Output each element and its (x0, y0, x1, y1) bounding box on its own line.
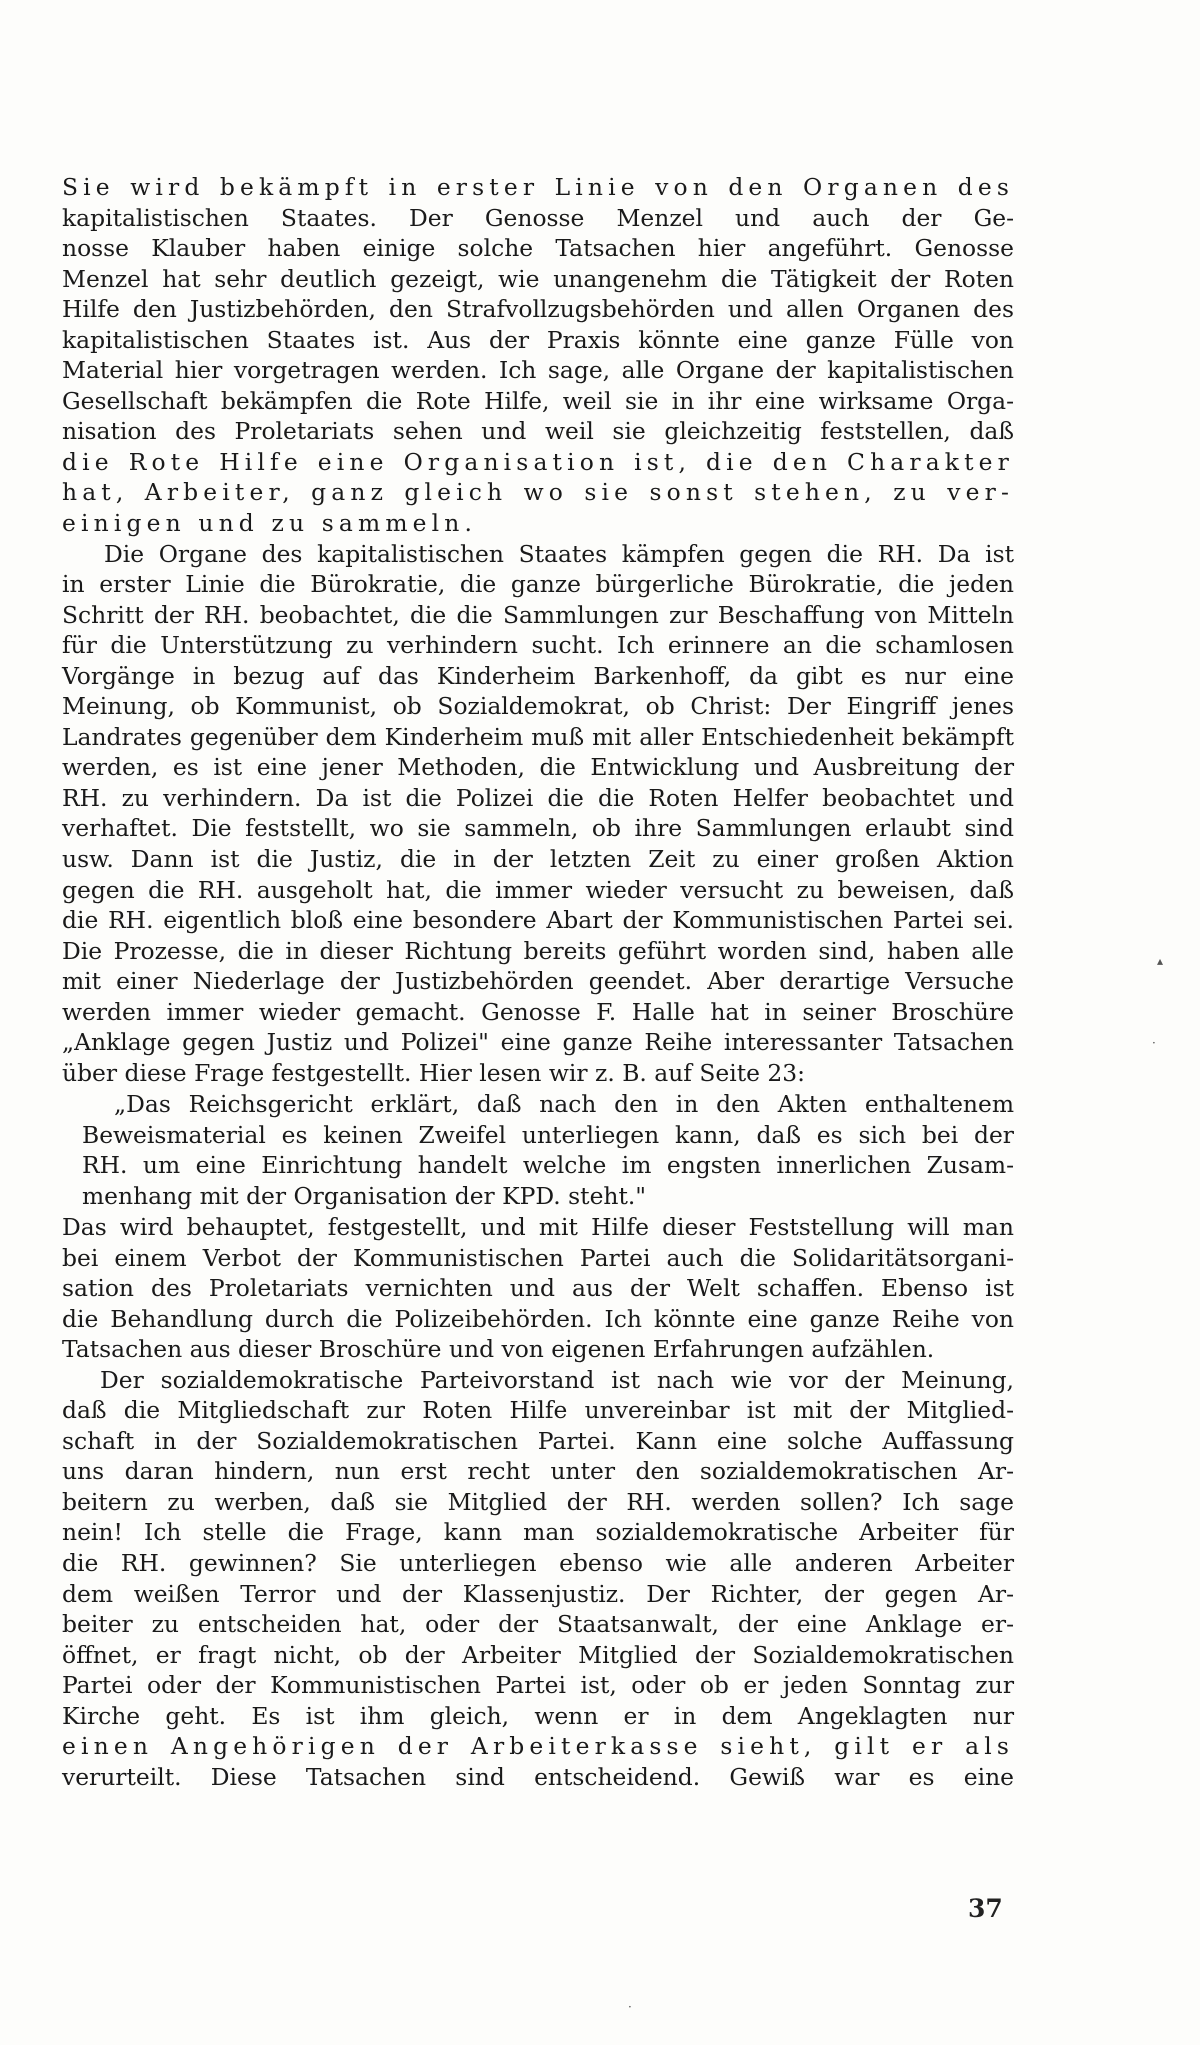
page-number: 37 (968, 1894, 1003, 1923)
text-line: „Anklage gegen Justiz und Polizei" eine ganze Reihe interessanter Tatsachen (62, 1028, 1014, 1057)
text-line: Vorgänge in bezug auf das Kinderheim Barkenhoff, da gibt es nur eine (62, 661, 1014, 690)
text-line: kapitalistischen Staates. Der Genosse Menzel und auch der Ge- (62, 203, 1014, 232)
text-line: uns daran hindern, nun erst recht unter den sozialdemokratischen Ar- (62, 1457, 1014, 1486)
text-line: über diese Frage festgestellt. Hier lesen wir z. B. auf Seite 23: (62, 1058, 806, 1087)
text-line: Sie wird bekämpft in erster Linie von den Organen des (62, 173, 1014, 201)
text-line: nisation des Proletariats sehen und weil sie gleichzeitig feststellen, daß (62, 417, 1014, 446)
text-line: beitern zu werben, daß sie Mitglied der RH. werden sollen? Ich sage (62, 1487, 1014, 1516)
text-line: verhaftet. Die feststellt, wo sie sammeln, ob ihre Sammlungen erlaubt sind (62, 814, 1014, 843)
text-line: einen Angehörigen der Arbeiterkasse sieht, gilt er als (62, 1732, 1014, 1761)
text-line: kapitalistischen Staates ist. Aus der Praxis könnte eine ganze Fülle von (62, 325, 1014, 354)
scan-speck: ▴ (1157, 954, 1164, 968)
text-line: Gesellschaft bekämpfen die Rote Hilfe, weil sie in ihr eine wirksame Orga- (62, 386, 1014, 415)
text-line: gegen die RH. ausgeholt hat, die immer wieder versucht zu beweisen, daß (62, 875, 1014, 904)
scan-speck: · (628, 2000, 632, 2014)
text-line: hat, Arbeiter, ganz gleich wo sie sonst stehen, zu ver- (62, 478, 1014, 507)
text-line: in erster Linie die Bürokratie, die ganze bürgerliche Bürokratie, die jeden (62, 570, 1014, 599)
quote-line: Beweismaterial es keinen Zweifel unterliegen kann, daß es sich bei der (82, 1120, 1014, 1149)
text-line: Material hier vorgetragen werden. Ich sage, alle Organe der kapitalistischen (62, 356, 1014, 385)
paragraph-3 (62, 1212, 1014, 1792)
text-line: bei einem Verbot der Kommunistischen Partei auch die Solidaritätsorgani- (62, 1243, 1014, 1272)
text-line: Kirche geht. Es ist ihm gleich, wenn er in dem Angeklagten nur (62, 1701, 1014, 1730)
text-line: öffnet, er fragt nicht, ob der Arbeiter Mitglied der Sozialdemokratischen (62, 1640, 1014, 1669)
text-line: RH. zu verhindern. Da ist die Polizei die die Roten Helfer beobachtet und (62, 783, 1014, 812)
text-line: Meinung, ob Kommunist, ob Sozialdemokrat, ob Christ: Der Eingriff jenes (62, 692, 1014, 721)
paragraph-1 (62, 172, 1014, 1088)
text-line: die RH. eigentlich bloß eine besondere Abart der Kommunistischen Partei sei. (62, 906, 1014, 935)
quote-block (62, 1089, 1014, 1211)
text-line: beiter zu entscheiden hat, oder der Staatsanwalt, der eine Anklage er- (62, 1610, 1014, 1639)
text-line: Das wird behauptet, festgestellt, und mit Hilfe dieser Feststellung will man (62, 1213, 1014, 1241)
text-line: werden, es ist eine jener Methoden, die Entwicklung und Ausbreitung der (62, 753, 1014, 782)
text-line: schaft in der Sozialdemokratischen Partei. Kann eine solche Auffassung (62, 1426, 1014, 1455)
scan-speck: · (1152, 1036, 1156, 1050)
text-line: Hilfe den Justizbehörden, den Strafvollzugsbehörden und allen Organen des (62, 295, 1014, 324)
text-line: die Rote Hilfe eine Organisation ist, die den Charakter (62, 447, 1014, 476)
text-line: einigen und zu sammeln. (62, 509, 478, 538)
text-line: Tatsachen aus dieser Broschüre und von eigenen Erfahrungen aufzählen. (62, 1335, 935, 1364)
text-line: Menzel hat sehr deutlich gezeigt, wie unangenehm die Tätigkeit der Roten (62, 264, 1014, 293)
text-line: Schritt der RH. beobachtet, die die Sammlungen zur Beschaffung von Mitteln (62, 600, 1014, 629)
text-line: nein! Ich stelle die Frage, kann man sozialdemokratische Arbeiter für (62, 1518, 1014, 1547)
quote-line: „Das Reichsgericht erklärt, daß nach den in den Akten enthaltenem (114, 1090, 1014, 1118)
text-line: sation des Proletariats vernichten und aus der Welt schaffen. Ebenso ist (62, 1274, 1014, 1303)
text-line: Die Organe des kapitalistischen Staates kämpfen gegen die RH. Da ist (104, 539, 1014, 568)
text-line: Landrates gegenüber dem Kinderheim muß mit aller Entschiedenheit bekämpft (62, 722, 1014, 751)
quote-line: RH. um eine Einrichtung handelt welche im engsten innerlichen Zusam- (82, 1151, 1014, 1180)
text-line: Partei oder der Kommunistischen Partei ist, oder ob er jeden Sonntag zur (62, 1671, 1014, 1700)
text-line: dem weißen Terror und der Klassenjustiz. Der Richter, der gegen Ar- (62, 1579, 1014, 1608)
text-line: mit einer Niederlage der Justizbehörden geendet. Aber derartige Versuche (62, 967, 1014, 996)
text-line: werden immer wieder gemacht. Genosse F. Halle hat in seiner Broschüre (62, 997, 1014, 1026)
text-line: für die Unterstützung zu verhindern sucht. Ich erinnere an die schamlosen (62, 631, 1014, 660)
text-line: die RH. gewinnen? Sie unterliegen ebenso wie alle anderen Arbeiter (62, 1549, 1014, 1578)
text-line: Der sozialdemokratische Parteivorstand ist nach wie vor der Meinung, (100, 1365, 1014, 1394)
text-line: Die Prozesse, die in dieser Richtung bereits geführt worden sind, haben alle (62, 936, 1014, 965)
text-line: verurteilt. Diese Tatsachen sind entscheidend. Gewiß war es eine (62, 1762, 1014, 1791)
text-line: daß die Mitgliedschaft zur Roten Hilfe unvereinbar ist mit der Mitglied- (62, 1396, 1014, 1425)
text-line: die Behandlung durch die Polizeibehörden. Ich könnte eine ganze Reihe von (62, 1304, 1014, 1333)
text-line: usw. Dann ist die Justiz, die in der letzten Zeit zu einer großen Aktion (62, 845, 1014, 874)
quote-line: menhang mit der Organisation der KPD. steht." (82, 1181, 647, 1210)
text-line: nosse Klauber haben einige solche Tatsachen hier angeführt. Genosse (62, 234, 1014, 263)
